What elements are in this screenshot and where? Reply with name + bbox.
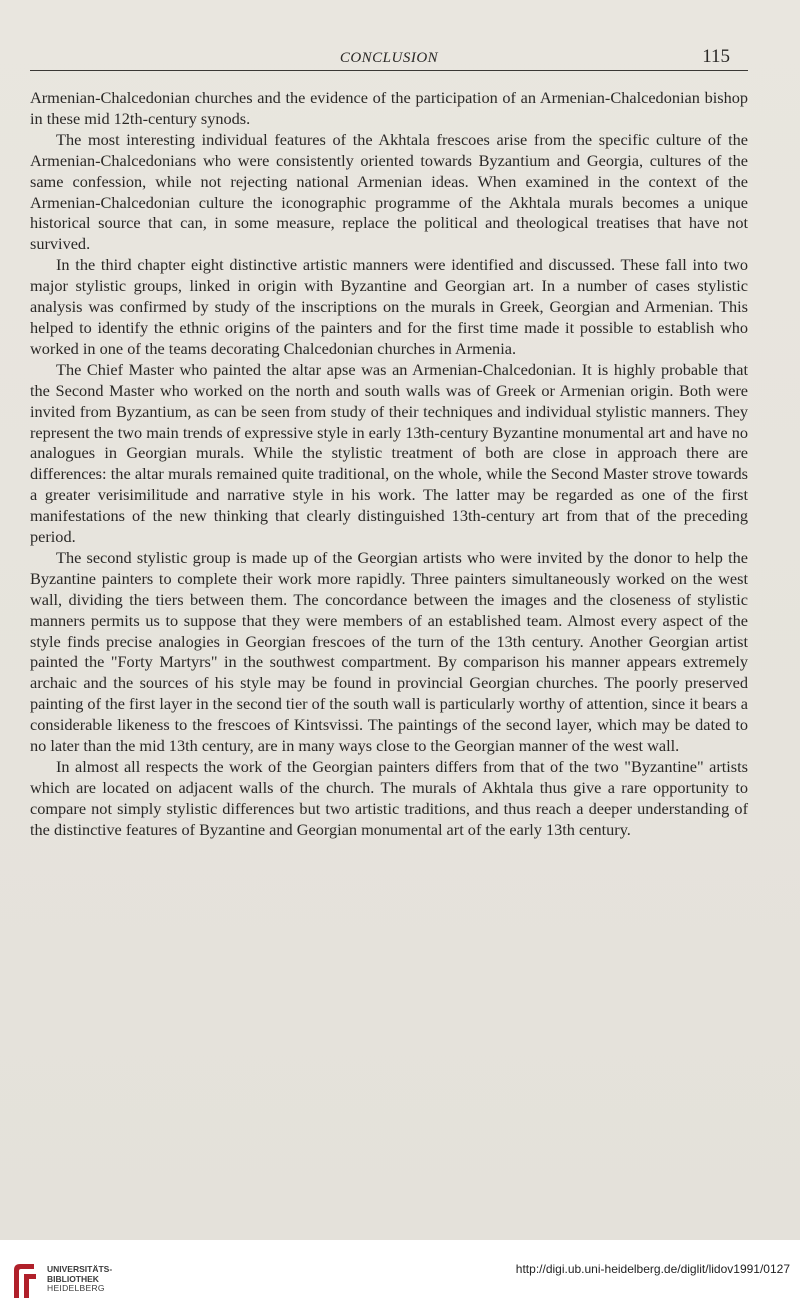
library-name: [47, 1265, 112, 1294]
paragraph-1: Armenian-Chalcedonian churches and the evidence of the participation of an Armenian-Chalcedonian bishop in these mid 12th-century synods.: [30, 88, 748, 128]
body-text: [30, 88, 748, 841]
running-title: CONCLUSION: [339, 50, 439, 66]
page-number: 115: [702, 46, 730, 67]
library-name-line-2: BIBLIOTHEK: [47, 1273, 99, 1284]
running-header: [30, 48, 748, 71]
paragraph-5: The second stylistic group is made up of the Georgian artists who were invited by the donor to help the Byzantine painters to complete their work more rapidly. Three painters simultaneously worked on the west wall, dividing the tiers between them. The concordance between the images and the closeness of stylistic manners permits us to suppose that they were members of an established team. Almost every aspect of the style finds precise analogies in Georgian frescoes of the turn of the 13th century. Another Georgian artist painted the "Forty Martyrs" in the southwest compartment. By comparison his manner appears extremely archaic and the sources of his style may be found in provincial Georgian churches. The poorly preserved painting of the first layer in the second tier of the south wall is particularly worthy of attention, since it bears a considerable likeness to the frescoes of Kintsvissi. The paintings of the second layer, which may be dated to no later than the mid 13th century, are in many ways close to the Georgian manner of the west wall.: [30, 547, 748, 756]
paragraph-2: The most interesting individual features of the Akhtala frescoes arise from the specific culture of the Armenian-Chalcedonians who were consistently oriented towards Byzantium and Georgia, cultures of the same confession, while not rejecting national Armenian ideas. When examined in the context of the Armenian-Chalcedonian culture the iconographic programme of the Akhtala murals becomes a unique historical source that can, in some measure, replace the political and theological treatises that have not survived.: [30, 129, 748, 254]
library-name-line-3: HEIDELBERG: [47, 1283, 105, 1293]
library-name-line-1: UNIVERSITÄTS-: [47, 1264, 113, 1274]
paragraph-3: In the third chapter eight distinctive artistic manners were identified and discussed. These fall into two major stylistic groups, linked in origin with Byzantine and Georgian art. In a number of cases stylistic analysis was confirmed by study of the inscriptions on the murals in Greek, Georgian and Armenian. This helped to identify the ethnic origins of the painters and for the first time made it possible to establish who worked in one of the teams decorating Chalcedonian churches in Armenia.: [30, 255, 748, 358]
source-url-link[interactable]: http://digi.ub.uni-heidelberg.de/diglit/lidov1991/0127: [515, 1262, 790, 1276]
paragraph-6: In almost all respects the work of the Georgian painters differs from that of the two "Byzantine" artists which are located on adjacent walls of the church. The murals of Akhtala thus give a rare opportunity to compare not simply stylistic differences but two artistic traditions, and thus reach a deeper understanding of the distinctive features of Byzantine and Georgian monumental art of the early 13th century.: [30, 757, 748, 839]
paragraph-4: The Chief Master who painted the altar apse was an Armenian-Chalcedonian. It is highly probable that the Second Master who worked on the north and south walls was of Greek or Armenian origin. Both were invited from Byzantium, as can be seen from study of their techniques and individual stylistic manners. They represent the two main trends of expressive style in early 13th-century Byzantine monumental art and have no analogues in Georgian murals. While the stylistic treatment of both are close in approach there are differences: the altar murals remained quite traditional, on the whole, while the Second Master strove towards a greater verisimilitude and narrative style in his work. The latter may be regarded as one of the first manifestations of the new thinking that clearly distinguished 13th-century art from that of the preceding period.: [30, 359, 748, 547]
university-library-logo-icon: [8, 1260, 42, 1300]
digitization-footer: [0, 1240, 800, 1309]
